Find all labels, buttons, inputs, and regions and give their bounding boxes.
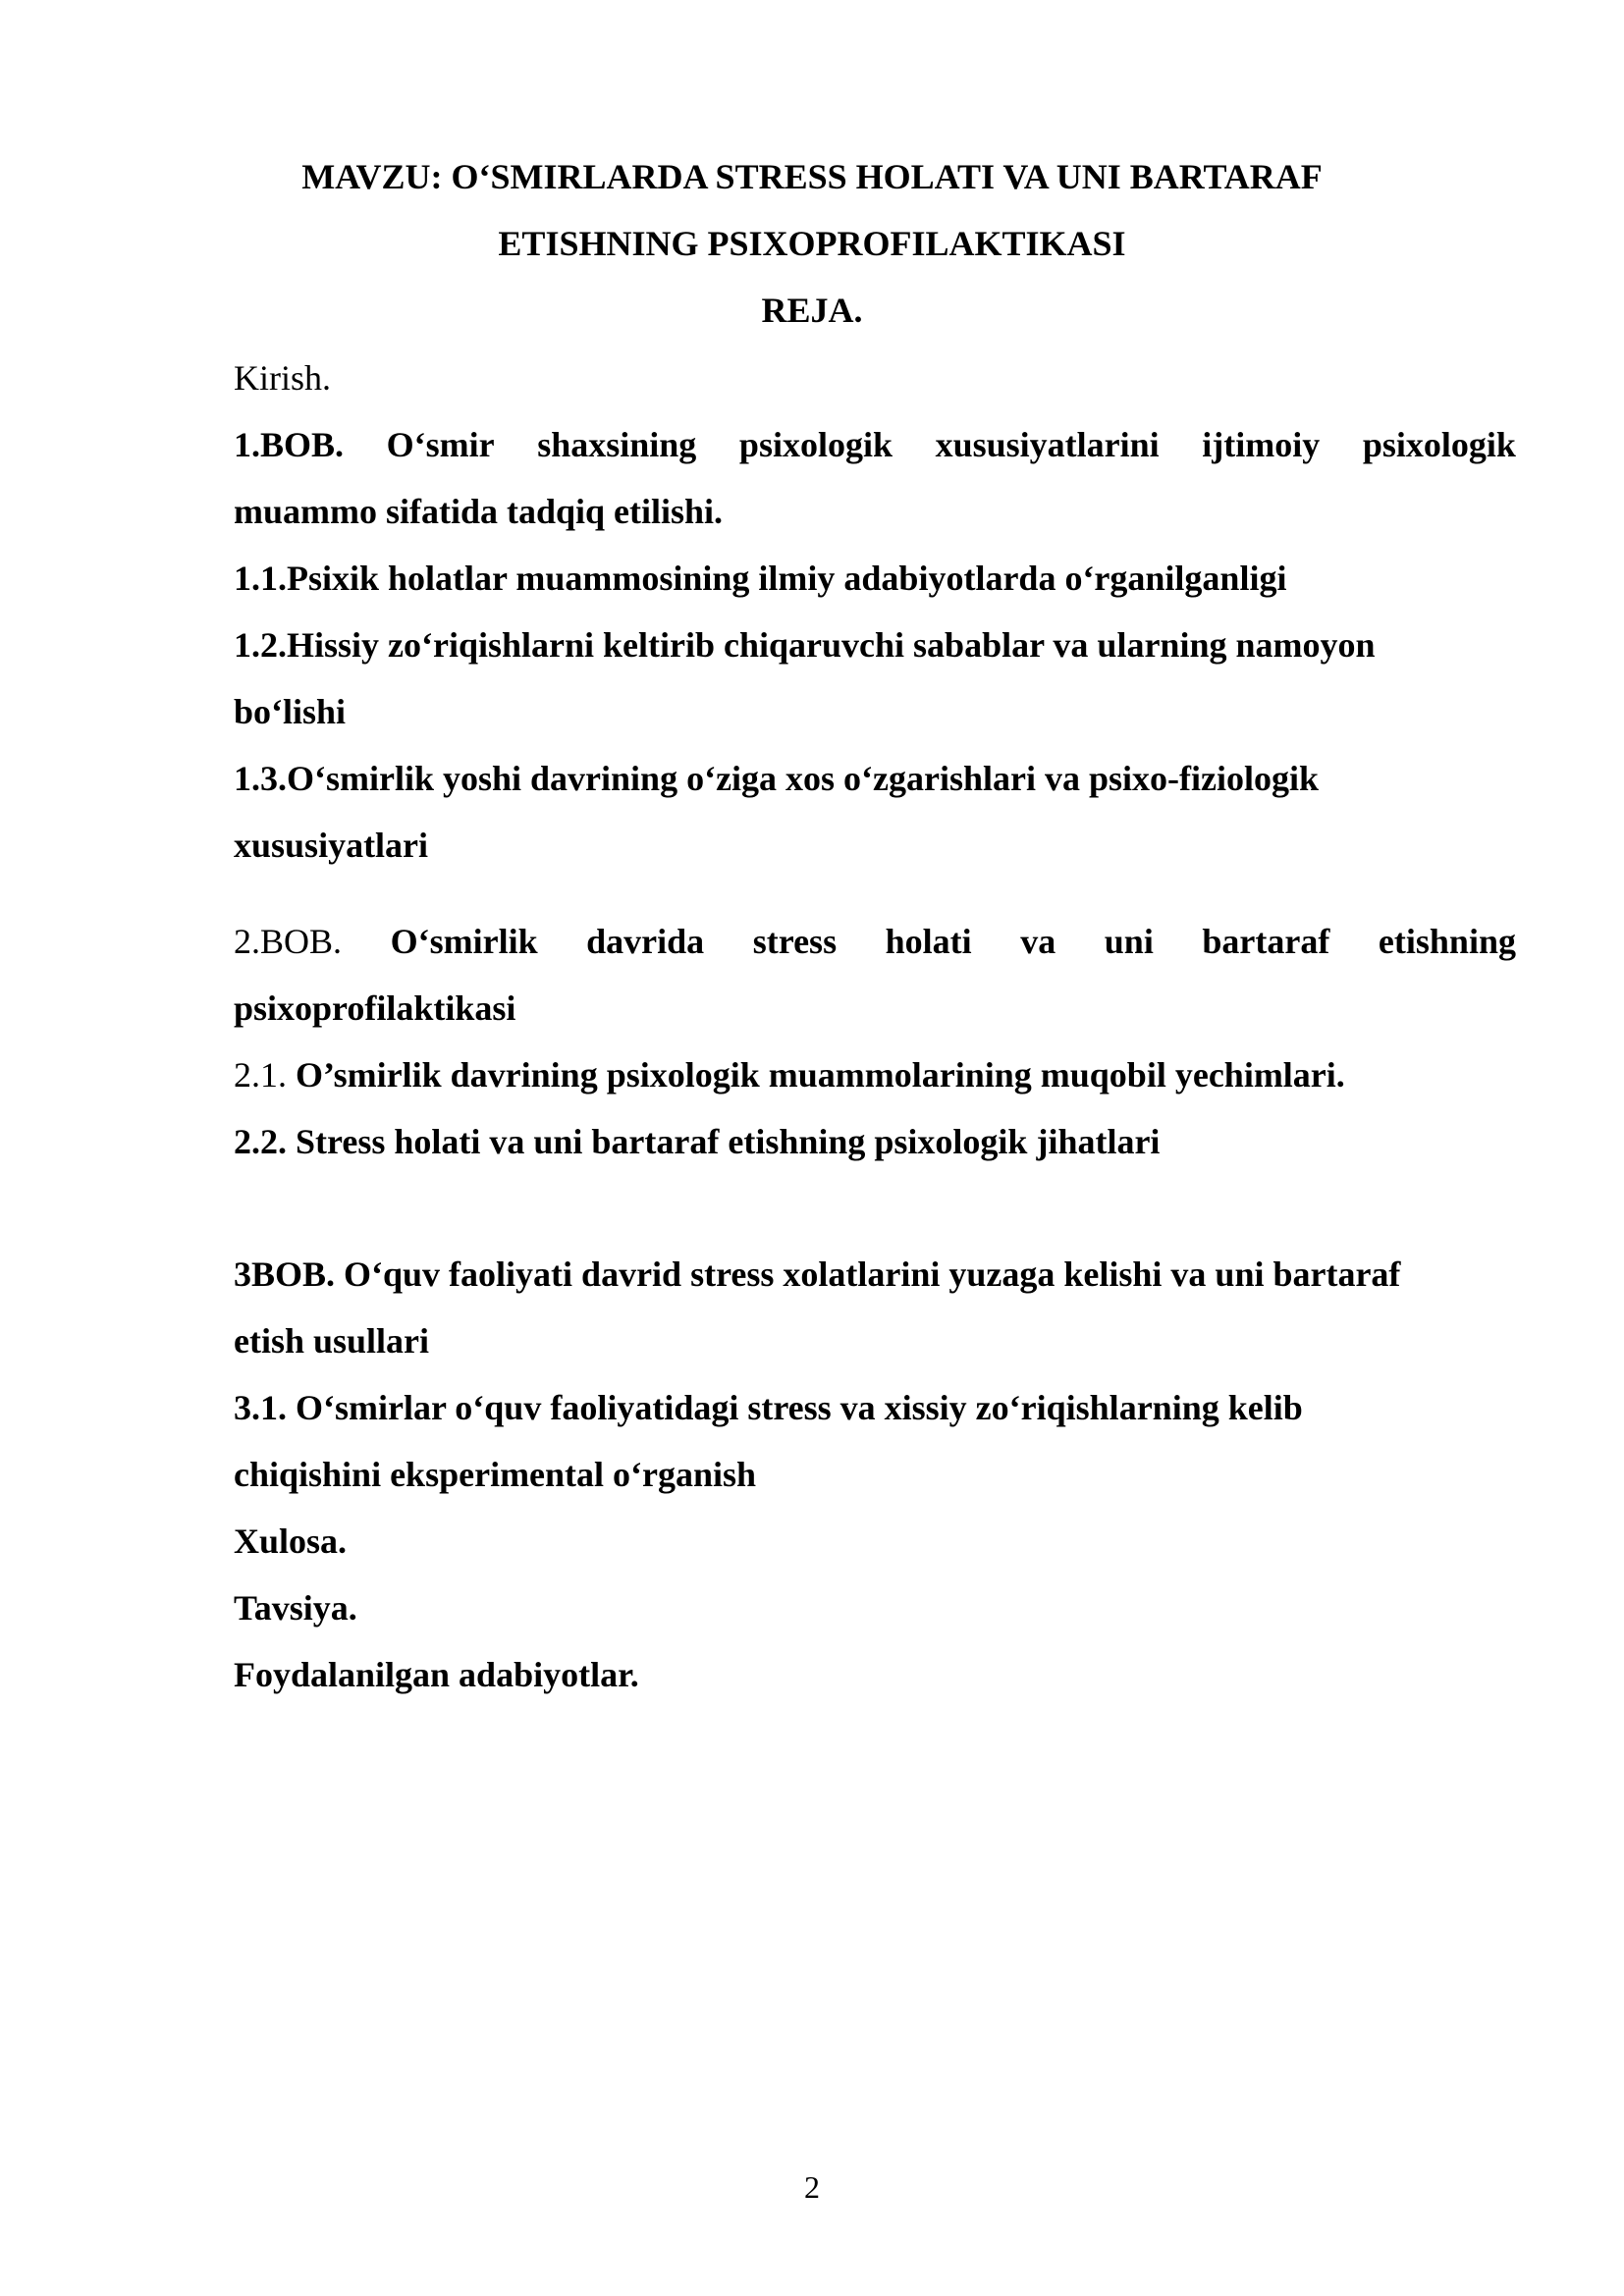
chapter2-word: bartaraf	[1202, 922, 1330, 961]
chapter2-word: va	[1020, 922, 1056, 961]
chapter2-word: stress	[752, 922, 838, 961]
section-2-1-prefix: 2.1.	[234, 1055, 287, 1095]
chapter2-title-line2: psixoprofilaktikasi	[234, 988, 516, 1028]
intro-item: Kirish.	[234, 358, 331, 398]
section-3-1-line2: chiqishini eksperimental o‘rganish	[234, 1455, 757, 1494]
plan-heading: REJA.	[761, 291, 863, 330]
chapter1-word: psixologik	[738, 425, 893, 464]
section-1-2-line2: bo‘lishi	[234, 692, 347, 731]
section-1-3-line1: 1.3.O‘smirlik yoshi davrining o‘ziga xos o‘zgarishlari va psixo-fiziologik	[234, 759, 1320, 798]
section-1-1: 1.1.Psixik holatlar muammosining ilmiy adabiyotlarda o‘rganilganligi	[234, 559, 1287, 598]
chapter1-word: psixologik	[1362, 425, 1516, 464]
chapter1-word: xususiyatlarini	[935, 425, 1160, 464]
section-1-3-line2: xususiyatlari	[234, 826, 429, 865]
section-3-1-line1: 3.1. O‘smirlar o‘quv faoliyatidagi stress va xissiy zo‘riqishlarning kelib	[234, 1388, 1303, 1427]
section-2-1-text: O’smirlik davrining psixologik muammolarining muqobil yechimlari.	[296, 1055, 1345, 1095]
chapter1-word: ijtimoiy	[1202, 425, 1321, 464]
chapter2-word: davrida	[586, 922, 705, 961]
chapter2-word: uni	[1104, 922, 1154, 961]
chapter2-word: O‘smirlik	[390, 922, 538, 961]
chapter3-title-line2: etish usullari	[234, 1321, 430, 1361]
chapter1-title-line1	[234, 423, 1516, 466]
chapter2-word: etishning	[1378, 922, 1516, 961]
references-item: Foydalanilgan adabiyotlar.	[234, 1655, 639, 1694]
section-2-2: 2.2. Stress holati va uni bartaraf etishning psixologik jihatlari	[234, 1122, 1161, 1161]
page-number: 2	[804, 2169, 820, 2205]
recommendation-item: Tavsiya.	[234, 1588, 357, 1628]
title-line-2: ETISHNING PSIXOPROFILAKTIKASI	[498, 224, 1126, 263]
chapter3-title-line1: 3BOB. O‘quv faoliyati davrid stress xolatlarini yuzaga kelishi va uni bartaraf	[234, 1255, 1401, 1294]
chapter2-word: holati	[885, 922, 972, 961]
section-2-1	[234, 1053, 1516, 1096]
chapter2-title-line1	[234, 920, 1516, 963]
conclusion-item: Xulosa.	[234, 1522, 348, 1561]
chapter1-word: 1.BOB.	[234, 425, 345, 464]
chapter1-title-line2: muammo sifatida tadqiq etilishi.	[234, 492, 724, 531]
chapter1-word: shaxsining	[537, 425, 697, 464]
title-line-1: MAVZU: O‘SMIRLARDA STRESS HOLATI VA UNI BARTARAF	[301, 157, 1323, 196]
chapter2-prefix: 2.BOB.	[234, 922, 343, 961]
section-1-2-line1: 1.2.Hissiy zo‘riqishlarni keltirib chiqaruvchi sabablar va ularning namoyon	[234, 625, 1376, 665]
chapter1-word: O‘smir	[386, 425, 495, 464]
